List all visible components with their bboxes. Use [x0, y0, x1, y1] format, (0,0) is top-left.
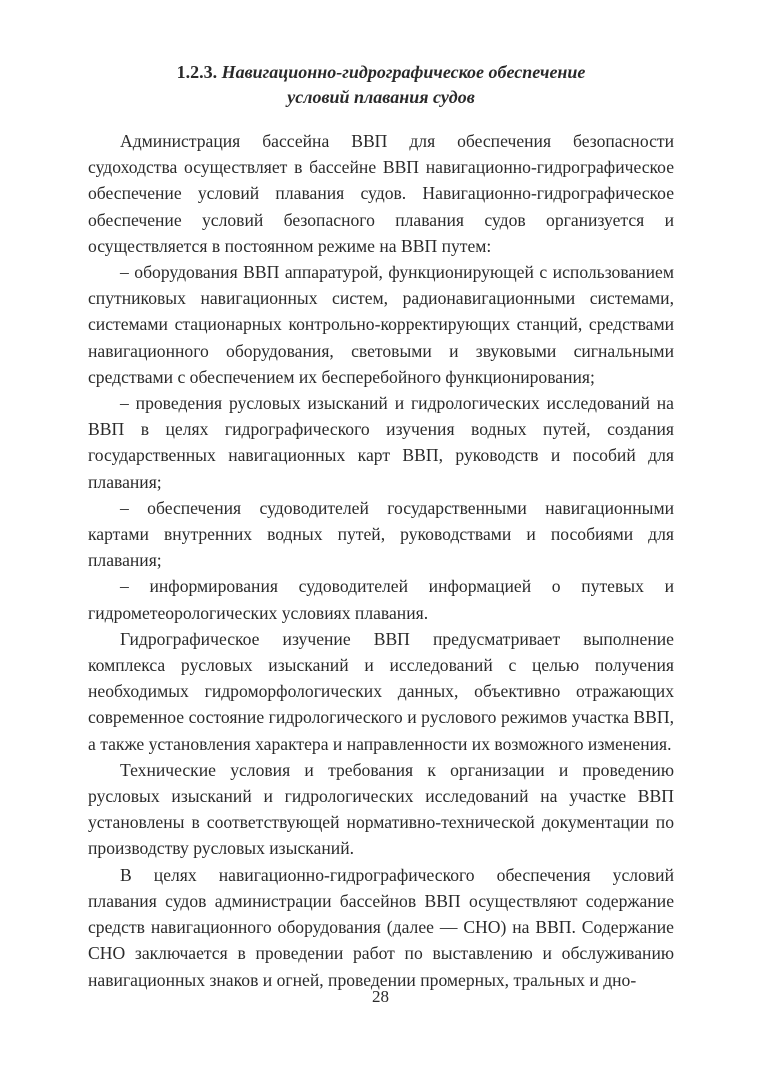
- paragraph-sno-maintenance: В целях навигационно-гидрографического обеспечения условий плавания судов администрации бассейнов ВВП осуществляют содержание средств навигационного оборудования (далее — СНО) на ВВП. Содержание СНО заключается в проведении работ по выставлению и обслуживанию навигационных знаков и огней, проведении промерных, тральных и дно-: [88, 864, 674, 990]
- list-item-equipment: – оборудования ВВП аппаратурой, функционирующей с использованием спутниковых навигационных систем, радионавигационными системами, системами стационарных контрольно-корректирующих станций, средствами навигационного оборудования, световыми и звуковыми сигнальными средствами с обеспечением их бесперебойного функционирования;: [88, 262, 674, 387]
- list-item-charts: – обеспечения судоводителей государственными навигационными картами внутренних водных путей, руководствами и пособиями для плавания;: [88, 497, 674, 571]
- paragraph-technical-conditions: Технические условия и требования к организации и проведению русловых изысканий и гидрологических исследований на участке ВВП установлены в соответствующей нормативно-технической документации по производству русловых изысканий.: [88, 759, 674, 859]
- section-title-line-2: условий плавания судов: [287, 87, 475, 107]
- body-text: [88, 128, 674, 993]
- section-number: 1.2.3.: [176, 62, 218, 82]
- paragraph-hydrographic-study: Гидрографическое изучение ВВП предусматривает выполнение комплекса русловых изысканий и исследований с целью получения необходимых гидроморфологических данных, объективно отражающих современное состояние гидрологического и руслового режимов участка ВВП, а также установления характера и направленности их возможного изменения.: [88, 628, 674, 754]
- section-heading: [88, 60, 674, 110]
- document-page: [88, 60, 674, 993]
- list-item-surveys: – проведения русловых изысканий и гидрологических исследований на ВВП в целях гидрографического изучения водных путей, создания государственных навигационных карт ВВП, руководств и пособий для плавания;: [88, 393, 674, 492]
- list-item-informing: – информирования судоводителей информацией о путевых и гидрометеорологических условиях плавания.: [88, 576, 674, 623]
- page-number: 28: [372, 987, 389, 1006]
- paragraph-intro: Администрация бассейна ВВП для обеспечения безопасности судоходства осуществляет в бассейне ВВП навигационно-гидрографическое обеспечение условий плавания судов. Навигационно-гидрографическое обеспечение условий безопасного плавания судов организуется и осуществляется в постоянном режиме на ВВП путем:: [88, 131, 674, 256]
- section-title-line-1: Навигационно-гидрографическое обеспечение: [221, 62, 586, 82]
